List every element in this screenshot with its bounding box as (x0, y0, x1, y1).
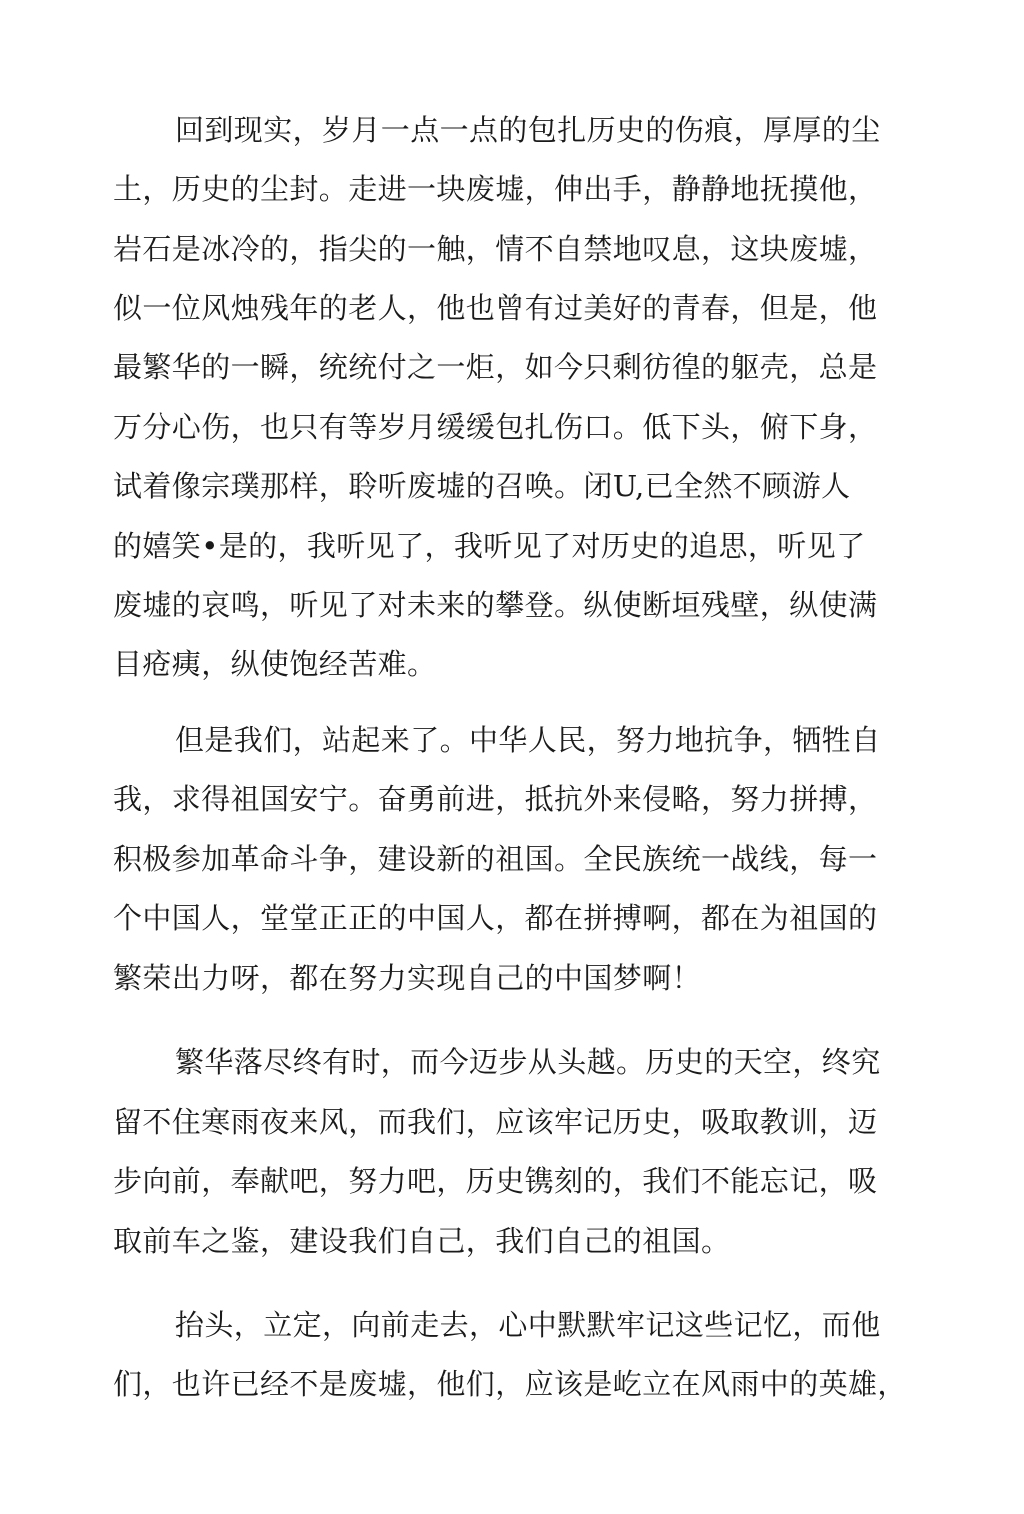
paragraph-line: 抬头，立定，向前走去，心中默默牢记这些记忆，而他 (175, 1308, 881, 1342)
paragraph-line: 取前车之鉴，建设我们自己，我们自己的祖国。 (113, 1224, 731, 1258)
paragraph-line: 似一位风烛残年的老人，他也曾有过美好的青春，但是，他 (113, 291, 878, 325)
paragraph-line: 积极参加革命斗争，建设新的祖国。全民族统一战线，每一 (113, 842, 878, 876)
paragraph-line: 最繁华的一瞬，统统付之一炬，如今只剩彷徨的躯壳，总是 (113, 350, 878, 384)
paragraph-line: 目疮痍，纵使饱经苦难。 (113, 647, 437, 681)
paragraph-line: 回到现实，岁月一点一点的包扎历史的伤痕，厚厚的尘 (175, 113, 881, 147)
paragraph-line: 留不住寒雨夜来风，而我们，应该牢记历史，吸取教训，迈 (113, 1105, 878, 1139)
paragraph-line: 个中国人，堂堂正正的中国人，都在拼搏啊，都在为祖国的 (113, 901, 878, 935)
paragraph-line: 步向前，奉献吧，努力吧，历史镌刻的，我们不能忘记，吸 (113, 1164, 878, 1198)
paragraph-line: 我，求得祖国安宁。奋勇前进，抵抗外来侵略，努力拼搏， (113, 782, 878, 816)
paragraph-line: 岩石是冰冷的，指尖的一触，情不自禁地叹息，这块废墟， (113, 232, 878, 266)
paragraph-line: 的嬉笑•是的，我听见了，我听见了对历史的追思，听见了 (113, 529, 866, 563)
paragraph-line: 但是我们，站起来了。中华人民，努力地抗争，牺牲自 (175, 723, 881, 757)
paragraph-line: 们，也许已经不是废墟，他们，应该是屹立在风雨中的英雄， (113, 1367, 907, 1401)
paragraph-line: 繁华落尽终有时，而今迈步从头越。历史的天空，终究 (175, 1045, 881, 1079)
paragraph-line: 废墟的哀鸣，听见了对未来的攀登。纵使断垣残壁，纵使满 (113, 588, 878, 622)
paragraph-line: 万分心伤，也只有等岁月缓缓包扎伤口。低下头，俯下身， (113, 410, 878, 444)
paragraph-line: 繁荣出力呀，都在努力实现自己的中国梦啊！ (113, 961, 702, 995)
paragraph-line: 试着像宗璞那样，聆听废墟的召唤。闭U,已全然不顾游人 (113, 469, 851, 503)
paragraph-line: 土，历史的尘封。走进一块废墟，伸出手，静静地抚摸他， (113, 172, 878, 206)
